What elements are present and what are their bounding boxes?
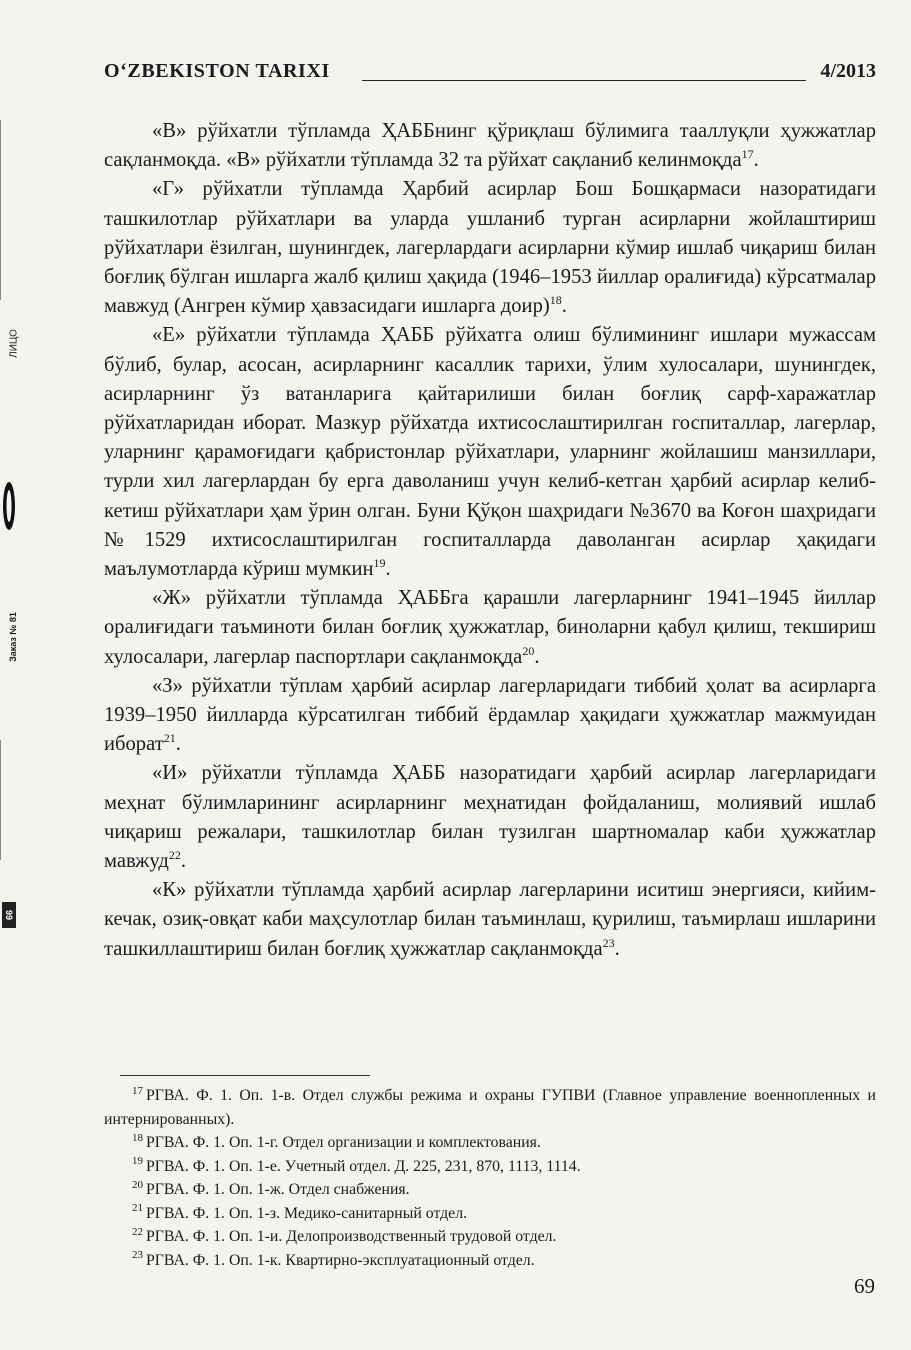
footnote-text: РГВА. Ф. 1. Оп. 1-г. Отдел организации и комплектования. — [146, 1134, 541, 1151]
print-side-mark: ЛИЦО — [8, 329, 20, 358]
paragraph-list-e — [104, 321, 876, 584]
paragraph-text: «И» рўйхатли тўпламда ҲАББ назоратидаги ҳарбий асирлар лагерларидаги меҳнат бўлимларининг асирларнинг меҳнатидан фойдаланиш, молиявий ишлаб чиқариш режалари, ташкилотлар билан тузилган шартномалар каби ҳужжатлар мавжуд — [104, 762, 876, 873]
footnote-23 — [104, 1249, 876, 1273]
margin-edge-line — [0, 740, 1, 860]
paragraph-text: «Е» рўйхатли тўпламда ҲАББ рўйхатга олиш бўлимининг ишлари мужассам бўлиб, булар, асосан, асирларнинг касаллик тарихи, ўлим хулосалари, шунингдек, асирларнинг ўз ватанларига қайтарилиши билан боғлиқ сарф-харажатлар рўйхатларидан иборат. Мазкур рўйхатда ихтисослаштирилган госпиталлар, лагерлар, уларнинг қарамоғидаги қабристонлар рўйхатлари, уларнинг жойлашиш манзиллари, турли хил лагерлардан бу ерга даволаниш учун келиб-кетган ҳарбий асирлар келиб-кетиш рўйхатлари ҳам ўрин олган. Буни Қўқон шаҳридаги №3670 ва Коғон шаҳридаги №1529 ихтисослаштирилган госпиталларда даволанган асирлар ҳақидаги маълумотларда кўриш мумкин — [104, 324, 876, 581]
footnote-21 — [104, 1202, 876, 1226]
footnote-ref: 17 — [741, 147, 754, 162]
footnote-text: РГВА. Ф. 1. Оп. 1-и. Делопроизводственный трудовой отдел. — [146, 1228, 557, 1245]
paragraph-end: . — [175, 733, 181, 756]
margin-edge-line — [0, 120, 1, 300]
footnote-ref: 22 — [168, 848, 181, 863]
footnote-number: 19 — [132, 1155, 143, 1168]
registration-mark-icon — [2, 480, 16, 532]
footnote-text: РГВА. Ф. 1. Оп. 1-е. Учетный отдел. Д. 225, 231, 870, 1113, 1114. — [146, 1157, 581, 1175]
print-code-mark: 99 — [2, 902, 16, 928]
paragraph-list-g — [104, 175, 876, 321]
paragraph-end: . — [385, 558, 391, 581]
paragraph-end: . — [534, 645, 540, 668]
paragraph-text: «Г» рўйхатли тўпламда Ҳарбий асирлар Бош Бошқармаси назоратидаги ташкилотлар рўйхатлари ва уларда ушланиб турган асирларни жойлаштириш рўйхатлари ёзилган, шунингдек, лагерлардаги асирларни кўмир ишлаб чиқариш билан боғлиқ бўлган ишларга жалб қилиш ҳақида (1946–1953 йиллар оралиғида) кўрсатмалар мавжуд (Ангрен кўмир ҳавзасидаги ишларга доир) — [104, 178, 876, 318]
main-text — [104, 117, 876, 964]
issue-number: 4/2013 — [820, 60, 876, 82]
footnote-text: РГВА. Ф. 1. Оп. 1-з. Медико-санитарный отдел. — [146, 1204, 468, 1222]
footnote-17 — [104, 1084, 876, 1131]
footnote-number: 20 — [132, 1178, 143, 1191]
footnote-text: РГВА. Ф. 1. Оп. 1-в. Отдел службы режима и охраны ГУПВИ (Главное управление военнопленных и интернированных). — [104, 1087, 876, 1128]
footnote-19 — [104, 1155, 876, 1179]
header-rule — [362, 80, 806, 81]
journal-title: O‘ZBEKISTON TARIXI — [104, 60, 330, 82]
footnote-text: РГВА. Ф. 1. Оп. 1-ж. Отдел снабжения. — [146, 1181, 410, 1198]
footnote-22 — [104, 1225, 876, 1249]
paragraph-list-v — [104, 117, 876, 175]
footnote-ref: 19 — [373, 556, 386, 571]
footnotes — [104, 1084, 876, 1272]
paragraph-end: . — [753, 149, 759, 172]
print-order-mark: Заказ № 81 — [8, 612, 18, 662]
footnote-number: 23 — [132, 1249, 143, 1262]
paragraph-text: «Ж» рўйхатли тўпламда ҲАББга қарашли лагерларнинг 1941–1945 йиллар оралиғидаги таъминоти билан боғлиқ ҳужжатлар, биноларни қабул қилиш, текшириш хулосалари, лагерлар паспортлари сақланмоқда — [104, 587, 876, 668]
paragraph-text: «В» рўйхатли тўпламда ҲАББнинг қўриқлаш бўлимига тааллуқли ҳужжатлар сақланмоқда. «В» рўйхатли тўпламда 32 та рўйхат сақланиб келинмоқда — [104, 120, 876, 172]
footnote-number: 22 — [132, 1225, 143, 1238]
paragraph-end: . — [614, 937, 620, 960]
footnote-18 — [104, 1131, 876, 1155]
footnote-ref: 23 — [602, 935, 615, 950]
footnote-number: 17 — [132, 1084, 143, 1097]
paragraph-list-z — [104, 672, 876, 760]
footnote-ref: 21 — [163, 731, 176, 746]
paragraph-list-zh — [104, 584, 876, 672]
footnote-ref: 18 — [549, 293, 562, 308]
running-header — [104, 56, 876, 90]
footnote-ref: 20 — [522, 643, 535, 658]
paragraph-end: . — [561, 295, 567, 318]
footnote-separator — [120, 1075, 370, 1076]
footnote-number: 18 — [132, 1131, 143, 1144]
footnote-20 — [104, 1178, 876, 1202]
paragraph-text: «З» рўйхатли тўплам ҳарбий асирлар лагерларидаги тиббий ҳолат ва асирларга 1939–1950 йилларда кўрсатилган тиббий ёрдамлар ҳақидаги ҳужжатлар мажмуидан иборат — [104, 674, 876, 756]
footnote-number: 21 — [132, 1202, 143, 1215]
paragraph-list-i — [104, 759, 876, 876]
paragraph-text: «К» рўйхатли тўпламда ҳарбий асирлар лагерларини иситиш энергияси, кийим-кечак, озиқ-овқат каби маҳсулотлар билан таъминлаш, қурилиш, таъмирлаш ишларини ташкиллаштириш билан боғлиқ ҳужжатлар сақланмоқда — [104, 879, 876, 960]
footnote-text: РГВА. Ф. 1. Оп. 1-к. Квартирно-эксплуатационный отдел. — [146, 1251, 535, 1269]
page-number: 69 — [854, 1274, 875, 1298]
paragraph-end: . — [180, 850, 187, 873]
paragraph-list-k — [104, 876, 876, 964]
